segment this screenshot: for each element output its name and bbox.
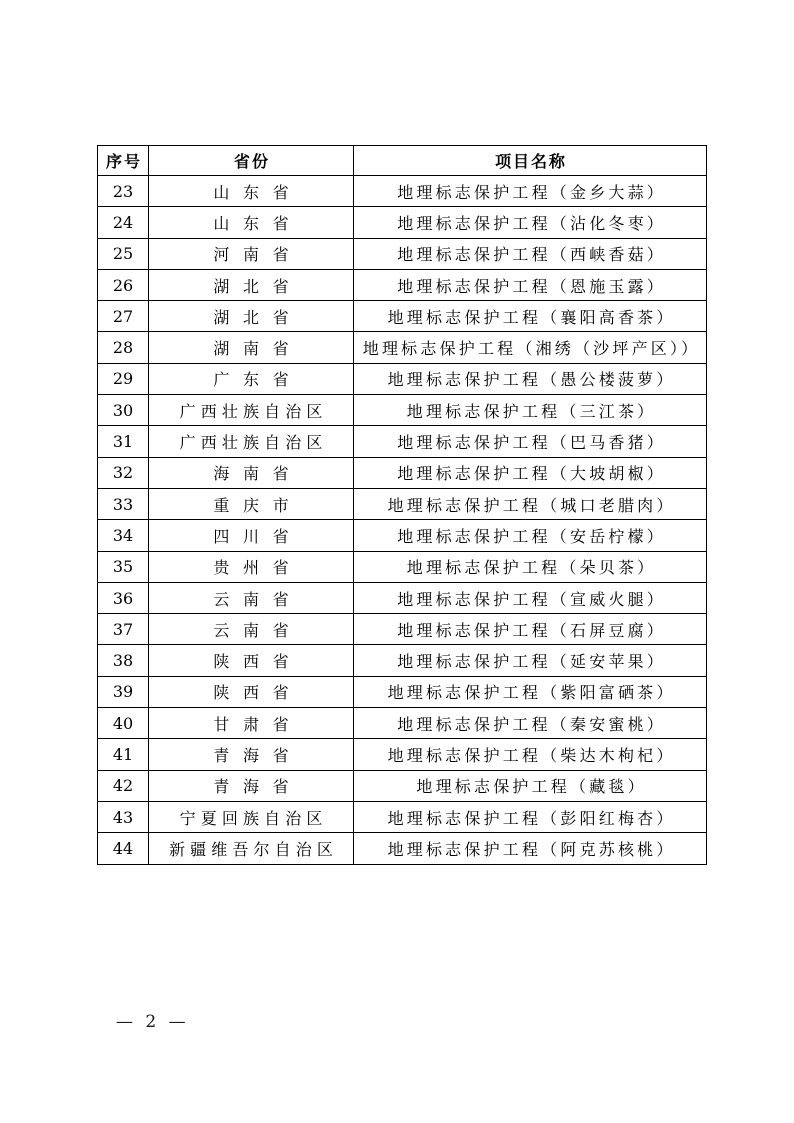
row-number-cell: 42 <box>98 770 149 801</box>
project-cell: 地理标志保护工程（恩施玉露） <box>354 269 707 300</box>
table-row <box>98 520 707 551</box>
table-row <box>98 426 707 457</box>
row-number-cell: 44 <box>98 833 149 864</box>
row-number-cell: 33 <box>98 488 149 519</box>
province-cell: 广西壮族自治区 <box>149 395 354 426</box>
project-cell: 地理标志保护工程（柴达木枸杞） <box>354 739 707 770</box>
province-cell: 四川省 <box>149 520 354 551</box>
table-row <box>98 708 707 739</box>
table-row <box>98 488 707 519</box>
row-number-cell: 27 <box>98 301 149 332</box>
project-cell: 地理标志保护工程（湘绣（沙坪产区）） <box>354 332 707 363</box>
table-row <box>98 457 707 488</box>
project-cell: 地理标志保护工程（紫阳富硒茶） <box>354 676 707 707</box>
project-cell: 地理标志保护工程（宣威火腿） <box>354 582 707 613</box>
row-number-cell: 35 <box>98 551 149 582</box>
table-row <box>98 551 707 582</box>
project-cell: 地理标志保护工程（愚公楼菠萝） <box>354 363 707 394</box>
table-row <box>98 833 707 864</box>
table-row <box>98 363 707 394</box>
header-serial-number: 序号 <box>98 146 149 176</box>
table-row <box>98 676 707 707</box>
row-number-cell: 23 <box>98 176 149 207</box>
table-row <box>98 614 707 645</box>
row-number-cell: 30 <box>98 395 149 426</box>
province-cell: 青海省 <box>149 770 354 801</box>
row-number-cell: 28 <box>98 332 149 363</box>
project-cell: 地理标志保护工程（西峡香菇） <box>354 238 707 269</box>
row-number-cell: 43 <box>98 801 149 832</box>
project-cell: 地理标志保护工程（沾化冬枣） <box>354 207 707 238</box>
project-cell: 地理标志保护工程（藏毯） <box>354 770 707 801</box>
row-number-cell: 41 <box>98 739 149 770</box>
projects-table <box>97 145 707 865</box>
province-cell: 海南省 <box>149 457 354 488</box>
table-row <box>98 770 707 801</box>
project-cell: 地理标志保护工程（大坡胡椒） <box>354 457 707 488</box>
table-row <box>98 176 707 207</box>
table-row <box>98 582 707 613</box>
row-number-cell: 37 <box>98 614 149 645</box>
row-number-cell: 31 <box>98 426 149 457</box>
province-cell: 山东省 <box>149 176 354 207</box>
project-cell: 地理标志保护工程（延安苹果） <box>354 645 707 676</box>
row-number-cell: 39 <box>98 676 149 707</box>
province-cell: 陕西省 <box>149 645 354 676</box>
row-number-cell: 36 <box>98 582 149 613</box>
table-row <box>98 739 707 770</box>
project-cell: 地理标志保护工程（朵贝茶） <box>354 551 707 582</box>
project-cell: 地理标志保护工程（城口老腊肉） <box>354 488 707 519</box>
province-cell: 宁夏回族自治区 <box>149 801 354 832</box>
province-cell: 甘肃省 <box>149 708 354 739</box>
province-cell: 云南省 <box>149 582 354 613</box>
table-header-row <box>98 146 707 176</box>
project-cell: 地理标志保护工程（襄阳高香茶） <box>354 301 707 332</box>
row-number-cell: 40 <box>98 708 149 739</box>
header-province: 省份 <box>149 146 354 176</box>
province-cell: 新疆维吾尔自治区 <box>149 833 354 864</box>
province-cell: 贵州省 <box>149 551 354 582</box>
table-row <box>98 238 707 269</box>
table-row <box>98 301 707 332</box>
row-number-cell: 32 <box>98 457 149 488</box>
project-cell: 地理标志保护工程（彭阳红梅杏） <box>354 801 707 832</box>
project-cell: 地理标志保护工程（安岳柠檬） <box>354 520 707 551</box>
table-row <box>98 269 707 300</box>
project-cell: 地理标志保护工程（三江茶） <box>354 395 707 426</box>
province-cell: 湖北省 <box>149 269 354 300</box>
table-row <box>98 207 707 238</box>
province-cell: 广西壮族自治区 <box>149 426 354 457</box>
province-cell: 湖北省 <box>149 301 354 332</box>
province-cell: 河南省 <box>149 238 354 269</box>
province-cell: 山东省 <box>149 207 354 238</box>
project-cell: 地理标志保护工程（巴马香猪） <box>354 426 707 457</box>
row-number-cell: 29 <box>98 363 149 394</box>
table-row <box>98 801 707 832</box>
province-cell: 青海省 <box>149 739 354 770</box>
row-number-cell: 25 <box>98 238 149 269</box>
row-number-cell: 26 <box>98 269 149 300</box>
table-row <box>98 645 707 676</box>
province-cell: 陕西省 <box>149 676 354 707</box>
province-cell: 广东省 <box>149 363 354 394</box>
project-cell: 地理标志保护工程（秦安蜜桃） <box>354 708 707 739</box>
row-number-cell: 34 <box>98 520 149 551</box>
project-cell: 地理标志保护工程（石屏豆腐） <box>354 614 707 645</box>
header-project-name: 项目名称 <box>354 146 707 176</box>
row-number-cell: 24 <box>98 207 149 238</box>
table-row <box>98 332 707 363</box>
row-number-cell: 38 <box>98 645 149 676</box>
province-cell: 云南省 <box>149 614 354 645</box>
project-cell: 地理标志保护工程（金乡大蒜） <box>354 176 707 207</box>
province-cell: 湖南省 <box>149 332 354 363</box>
project-cell: 地理标志保护工程（阿克苏核桃） <box>354 833 707 864</box>
footer-page-number: — 2 — <box>116 1012 188 1032</box>
table-body <box>98 176 707 865</box>
province-cell: 重庆市 <box>149 488 354 519</box>
table-row <box>98 395 707 426</box>
